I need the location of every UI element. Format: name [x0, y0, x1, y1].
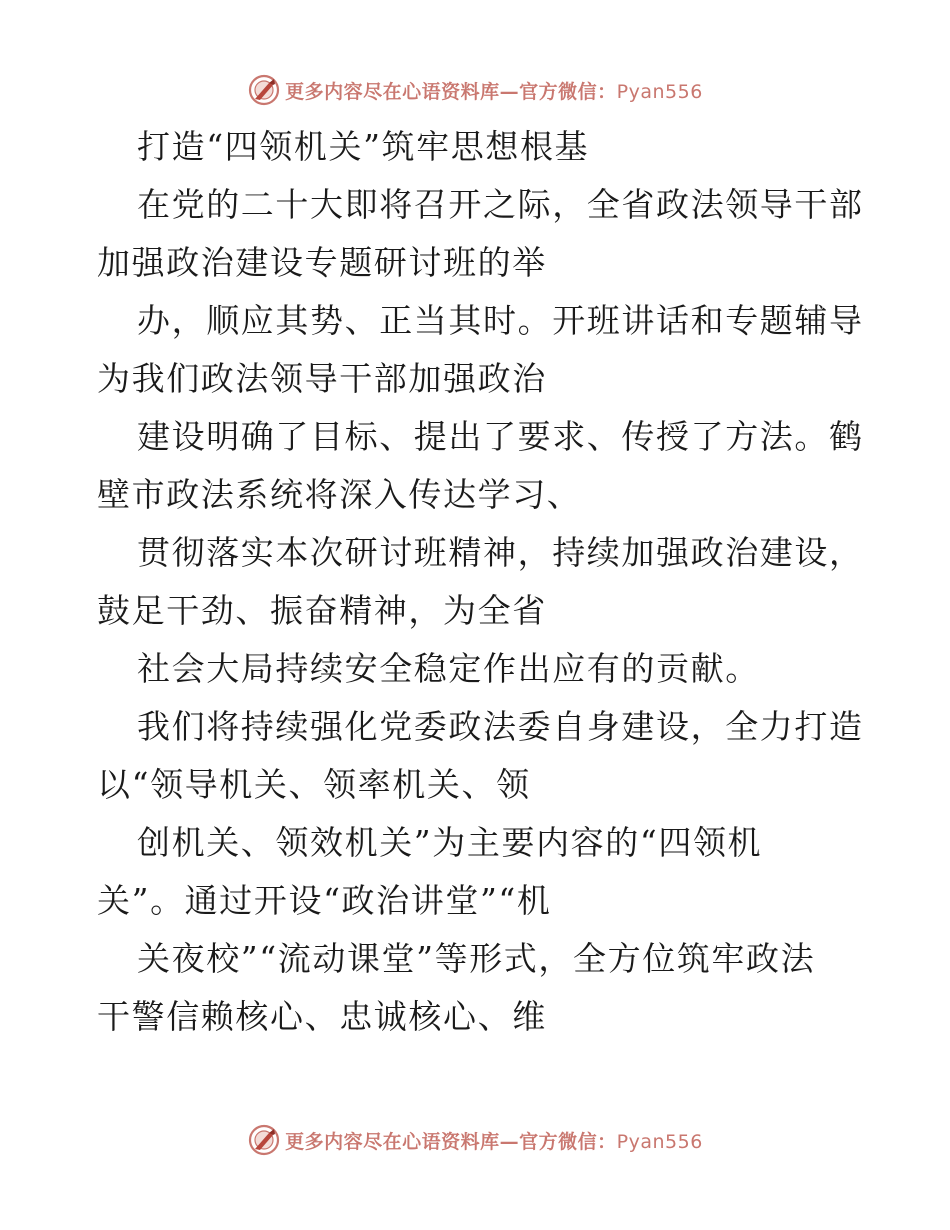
paragraph-line: 社会大局持续安全稳定作出应有的贡献。 — [137, 649, 760, 688]
wechat-id: Pyan556 — [616, 80, 703, 103]
footer-watermark-banner — [0, 1120, 950, 1160]
paragraph-line: 我们将持续强化党委政法委自身建设，全力打造 — [137, 707, 864, 746]
paragraph-line: 建设明确了目标、提出了要求、传授了方法。鹤 — [137, 417, 864, 456]
paragraph-line: 在党的二十大即将召开之际，全省政法领导干部 — [137, 185, 864, 224]
banner-text: 更多内容尽在心语资料库—官方微信：Pyan556 — [285, 1130, 703, 1153]
pen-nib-logo-icon — [247, 1123, 281, 1157]
wechat-id: Pyan556 — [616, 1130, 703, 1153]
paragraph-line: 以“领导机关、领率机关、领 — [97, 765, 531, 804]
header-watermark-banner — [0, 70, 950, 110]
paragraph-line: 办，顺应其势、正当其时。开班讲话和专题辅导 — [137, 301, 864, 340]
banner-text: 更多内容尽在心语资料库—官方微信：Pyan556 — [285, 80, 703, 103]
paragraph-line: 创机关、领效机关”为主要内容的“四领机 — [137, 823, 763, 862]
paragraph-line: 贯彻落实本次研讨班精神，持续加强政治建设， — [137, 533, 864, 572]
paragraph-line: 关”。通过开设“政治讲堂”“机 — [97, 881, 552, 920]
document-title: 打造“四领机关”筑牢思想根基 — [137, 127, 590, 166]
paragraph-line: 加强政治建设专题研讨班的举 — [97, 243, 547, 282]
paragraph-line: 关夜校”“流动课堂”等形式，全方位筑牢政法 — [137, 939, 816, 978]
paragraph-line: 干警信赖核心、忠诚核心、维 — [97, 997, 547, 1036]
paragraph-line: 鼓足干劲、振奋精神，为全省 — [97, 591, 547, 630]
paragraph-line: 壁市政法系统将深入传达学习、 — [97, 475, 582, 514]
paragraph-line: 为我们政法领导干部加强政治 — [97, 359, 547, 398]
pen-nib-logo-icon — [247, 73, 281, 107]
